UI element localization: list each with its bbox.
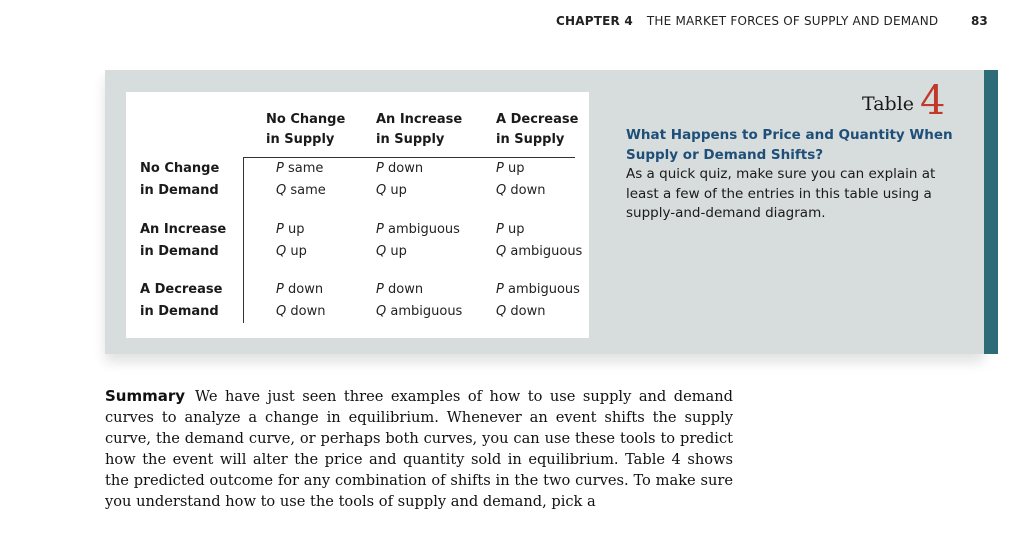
summary-paragraph	[105, 386, 733, 512]
price-effect: down	[387, 161, 424, 176]
q-symbol: Q	[496, 183, 507, 198]
col-header-no-change-supply	[266, 110, 345, 150]
p-symbol: P	[376, 222, 384, 237]
q-symbol: Q	[496, 304, 507, 319]
price-effect: up	[507, 222, 525, 237]
table-cell	[276, 279, 325, 323]
page-number: 83	[971, 14, 988, 28]
p-symbol: P	[376, 282, 384, 297]
price-effect: ambiguous	[387, 222, 460, 237]
quantity-effect: up	[290, 244, 307, 259]
col-header-increase-supply	[376, 110, 462, 150]
p-symbol: P	[376, 161, 384, 176]
p-symbol: P	[276, 222, 284, 237]
price-effect: same	[287, 161, 324, 176]
p-symbol: P	[276, 282, 284, 297]
quantity-effect: down	[290, 304, 326, 319]
p-symbol: P	[496, 222, 504, 237]
table-label-number: 4	[920, 78, 946, 124]
quantity-effect: ambiguous	[510, 244, 583, 259]
row-header-increase-demand	[140, 219, 226, 263]
table-caption	[626, 126, 966, 224]
row-header-rule	[243, 157, 244, 323]
quantity-effect: down	[510, 304, 546, 319]
row-header-no-change-demand	[140, 158, 219, 202]
caption-title: What Happens to Price and Quantity When Supply or Demand Shifts?	[626, 127, 953, 163]
chapter-title: THE MARKET FORCES OF SUPPLY AND DEMAND	[646, 14, 939, 28]
price-effect: ambiguous	[507, 282, 580, 297]
q-symbol: Q	[276, 304, 287, 319]
col-header-line: An Increase	[376, 112, 463, 127]
table-cell	[496, 279, 580, 323]
quantity-effect: up	[390, 183, 407, 198]
q-symbol: Q	[276, 244, 287, 259]
table-cell	[376, 279, 462, 323]
q-symbol: Q	[276, 183, 287, 198]
price-effect: up	[507, 161, 525, 176]
row-header-line: in Demand	[140, 244, 219, 259]
quantity-effect: same	[290, 183, 326, 198]
quantity-effect: up	[390, 244, 407, 259]
q-symbol: Q	[376, 244, 387, 259]
chapter-label: CHAPTER 4	[556, 14, 633, 28]
p-symbol: P	[276, 161, 284, 176]
row-header-decrease-demand	[140, 279, 222, 323]
quantity-effect: ambiguous	[390, 304, 463, 319]
row-header-line: No Change	[140, 161, 220, 176]
col-header-line: in Supply	[376, 132, 445, 147]
summary-text: We have just seen three examples of how to use supply and demand curves to analyze a change in equilibrium. Whenever an event shifts the supply curve, the demand curve, or perhaps both curves, you can use these tools to predict how the event will alter the price and quantity sold in equilibrium. Table 4 shows the predicted outcome for any combination of shifts in the two curves. To make sure you understand how to use the tools of supply and demand, pick a	[105, 388, 733, 510]
p-symbol: P	[496, 282, 504, 297]
col-header-decrease-supply	[496, 110, 578, 150]
panel-accent-bar	[984, 70, 998, 354]
col-header-line: in Supply	[266, 132, 335, 147]
row-header-line: A Decrease	[140, 282, 223, 297]
q-symbol: Q	[376, 183, 387, 198]
col-header-line: in Supply	[496, 132, 565, 147]
running-head	[556, 14, 988, 28]
price-effect: down	[387, 282, 424, 297]
table-cell	[496, 158, 545, 202]
table-cell	[276, 158, 326, 202]
q-symbol: Q	[376, 304, 387, 319]
col-header-line: A Decrease	[496, 112, 579, 127]
quantity-effect: down	[510, 183, 546, 198]
row-header-line: in Demand	[140, 304, 219, 319]
caption-body: As a quick quiz, make sure you can explain at least a few of the entries in this table using a supply-and-demand diagram.	[626, 166, 936, 221]
table-cell	[376, 219, 460, 263]
table-cell	[376, 158, 423, 202]
table-label	[862, 78, 946, 124]
p-symbol: P	[496, 161, 504, 176]
row-header-line: in Demand	[140, 183, 219, 198]
price-effect: up	[287, 222, 305, 237]
row-header-line: An Increase	[140, 222, 227, 237]
summary-lead: Summary	[105, 387, 186, 405]
table-label-word: Table	[862, 93, 915, 115]
col-header-line: No Change	[266, 112, 346, 127]
table-cell	[276, 219, 307, 263]
price-effect: down	[287, 282, 324, 297]
q-symbol: Q	[496, 244, 507, 259]
table-cell	[496, 219, 582, 263]
